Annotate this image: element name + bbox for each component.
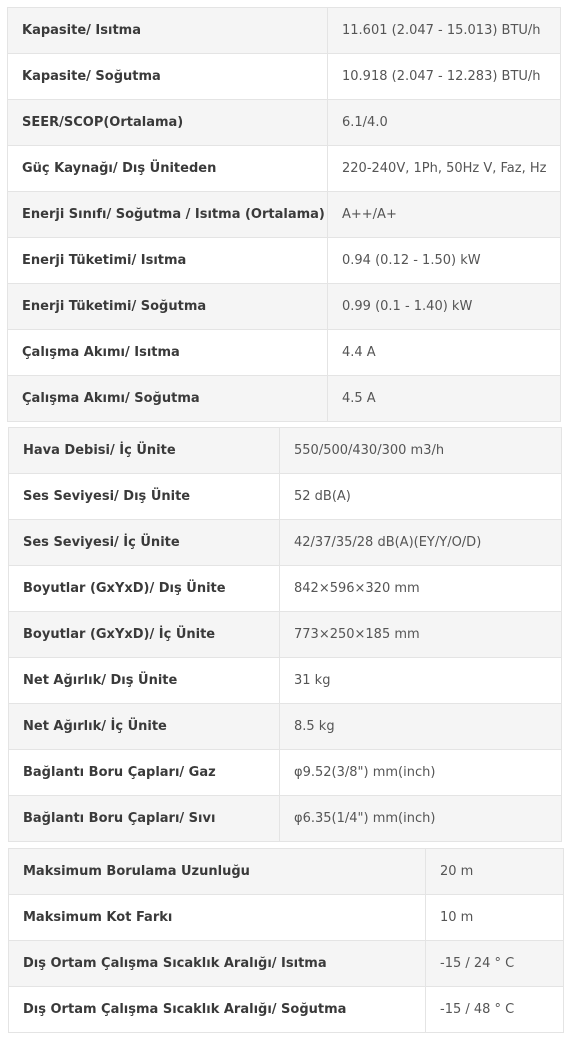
table-row	[8, 376, 561, 422]
spec-value: 773×250×185 mm	[280, 612, 562, 658]
table-row	[9, 796, 562, 842]
spec-label: Enerji Tüketimi/ Isıtma	[8, 238, 328, 284]
spec-value: 31 kg	[280, 658, 562, 704]
spec-value: 220-240V, 1Ph, 50Hz V, Faz, Hz	[328, 146, 561, 192]
spec-table-physical	[8, 427, 562, 842]
spec-value: φ9.52(3/8") mm(inch)	[280, 750, 562, 796]
spec-table-performance	[7, 7, 561, 422]
spec-label: Kapasite/ Isıtma	[8, 8, 328, 54]
spec-label: Hava Debisi/ İç Ünite	[9, 428, 280, 474]
spec-table-installation	[8, 848, 564, 1033]
spec-value: 10.918 (2.047 - 12.283) BTU/h	[328, 54, 561, 100]
spec-label: Boyutlar (GxYxD)/ Dış Ünite	[9, 566, 280, 612]
spec-value: 4.5 A	[328, 376, 561, 422]
spec-label: Çalışma Akımı/ Soğutma	[8, 376, 328, 422]
spec-label: Maksimum Kot Farkı	[9, 895, 426, 941]
spec-label: Net Ağırlık/ İç Ünite	[9, 704, 280, 750]
spec-label: Ses Seviyesi/ İç Ünite	[9, 520, 280, 566]
spec-label: Güç Kaynağı/ Dış Üniteden	[8, 146, 328, 192]
table-row	[9, 612, 562, 658]
spec-value: 6.1/4.0	[328, 100, 561, 146]
spec-value: φ6.35(1/4") mm(inch)	[280, 796, 562, 842]
spec-label: Bağlantı Boru Çapları/ Sıvı	[9, 796, 280, 842]
table-row	[9, 704, 562, 750]
spec-label: Dış Ortam Çalışma Sıcaklık Aralığı/ Isıtma	[9, 941, 426, 987]
table-row	[8, 100, 561, 146]
spec-label: Maksimum Borulama Uzunluğu	[9, 849, 426, 895]
spec-label: Ses Seviyesi/ Dış Ünite	[9, 474, 280, 520]
spec-label: Enerji Tüketimi/ Soğutma	[8, 284, 328, 330]
spec-value: 550/500/430/300 m3/h	[280, 428, 562, 474]
spec-label: Bağlantı Boru Çapları/ Gaz	[9, 750, 280, 796]
spec-value: 11.601 (2.047 - 15.013) BTU/h	[328, 8, 561, 54]
spec-value: 42/37/35/28 dB(A)(EY/Y/O/D)	[280, 520, 562, 566]
table-row	[9, 428, 562, 474]
table-row	[9, 520, 562, 566]
spec-label: SEER/SCOP(Ortalama)	[8, 100, 328, 146]
spec-label: Çalışma Akımı/ Isıtma	[8, 330, 328, 376]
table-row	[8, 238, 561, 284]
spec-value: 10 m	[426, 895, 564, 941]
table-row	[8, 284, 561, 330]
spec-value: 52 dB(A)	[280, 474, 562, 520]
spec-label: Boyutlar (GxYxD)/ İç Ünite	[9, 612, 280, 658]
table-row	[9, 566, 562, 612]
spec-value: 8.5 kg	[280, 704, 562, 750]
spec-value: 4.4 A	[328, 330, 561, 376]
table-row	[9, 987, 564, 1033]
spec-value: -15 / 48 ° C	[426, 987, 564, 1033]
spec-label: Enerji Sınıfı/ Soğutma / Isıtma (Ortalama)	[8, 192, 328, 238]
table-row	[9, 658, 562, 704]
table-row	[9, 849, 564, 895]
spec-value: 0.99 (0.1 - 1.40) kW	[328, 284, 561, 330]
spec-label: Net Ağırlık/ Dış Ünite	[9, 658, 280, 704]
spec-value: 842×596×320 mm	[280, 566, 562, 612]
table-row	[9, 895, 564, 941]
spec-value: 0.94 (0.12 - 1.50) kW	[328, 238, 561, 284]
table-row	[8, 330, 561, 376]
spec-value: -15 / 24 ° C	[426, 941, 564, 987]
table-row	[8, 192, 561, 238]
table-row	[8, 146, 561, 192]
spec-value: 20 m	[426, 849, 564, 895]
spec-label: Dış Ortam Çalışma Sıcaklık Aralığı/ Soğutma	[9, 987, 426, 1033]
table-row	[8, 8, 561, 54]
table-row	[8, 54, 561, 100]
table-row	[9, 941, 564, 987]
table-row	[9, 750, 562, 796]
spec-label: Kapasite/ Soğutma	[8, 54, 328, 100]
spec-value: A++/A+	[328, 192, 561, 238]
table-row	[9, 474, 562, 520]
